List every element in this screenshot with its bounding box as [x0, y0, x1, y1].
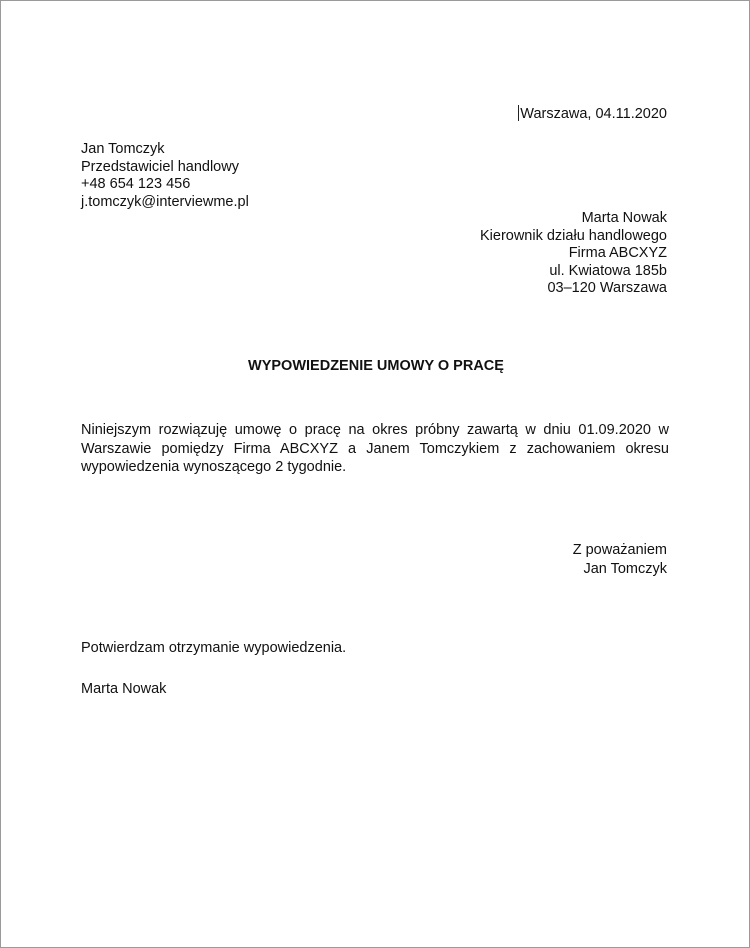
place-date	[518, 105, 667, 122]
sender-position: Przedstawiciel handlowy	[81, 158, 239, 175]
document-title: WYPOWIEDZENIE UMOWY O PRACĘ	[248, 358, 504, 374]
place-date-text: Warszawa, 04.11.2020	[520, 106, 667, 122]
closing-salutation: Z poważaniem	[572, 542, 667, 558]
sender-phone: +48 654 123 456	[81, 176, 191, 192]
sender-email: j.tomczyk@interviewme.pl	[81, 193, 249, 210]
confirmation-signature: Marta Nowak	[81, 681, 167, 697]
recipient-company: Firma ABCXYZ	[568, 245, 667, 261]
body-paragraph: Niniejszym rozwiązuję umowę o pracę na okres próbny zawartą w dniu 01.09.2020 w Warszawie pomiędzy Firma ABCXYZ a Janem Tomczykiem z zachowaniem okresu wypowiedzenia wynoszącego 2 tygodnie.	[81, 422, 669, 475]
sender-name: Jan Tomczyk	[81, 141, 165, 157]
recipient-name: Marta Nowak	[581, 210, 667, 226]
recipient-block	[480, 210, 667, 298]
closing-signature: Jan Tomczyk	[583, 561, 667, 577]
recipient-street: ul. Kwiatowa 185b	[549, 262, 667, 279]
confirmation-text: Potwierdzam otrzymanie wypowiedzenia.	[81, 640, 347, 656]
recipient-position: Kierownik działu handlowego	[479, 227, 667, 244]
closing-block	[573, 541, 667, 579]
recipient-city: 03–120 Warszawa	[547, 280, 667, 296]
sender-block	[81, 141, 249, 211]
